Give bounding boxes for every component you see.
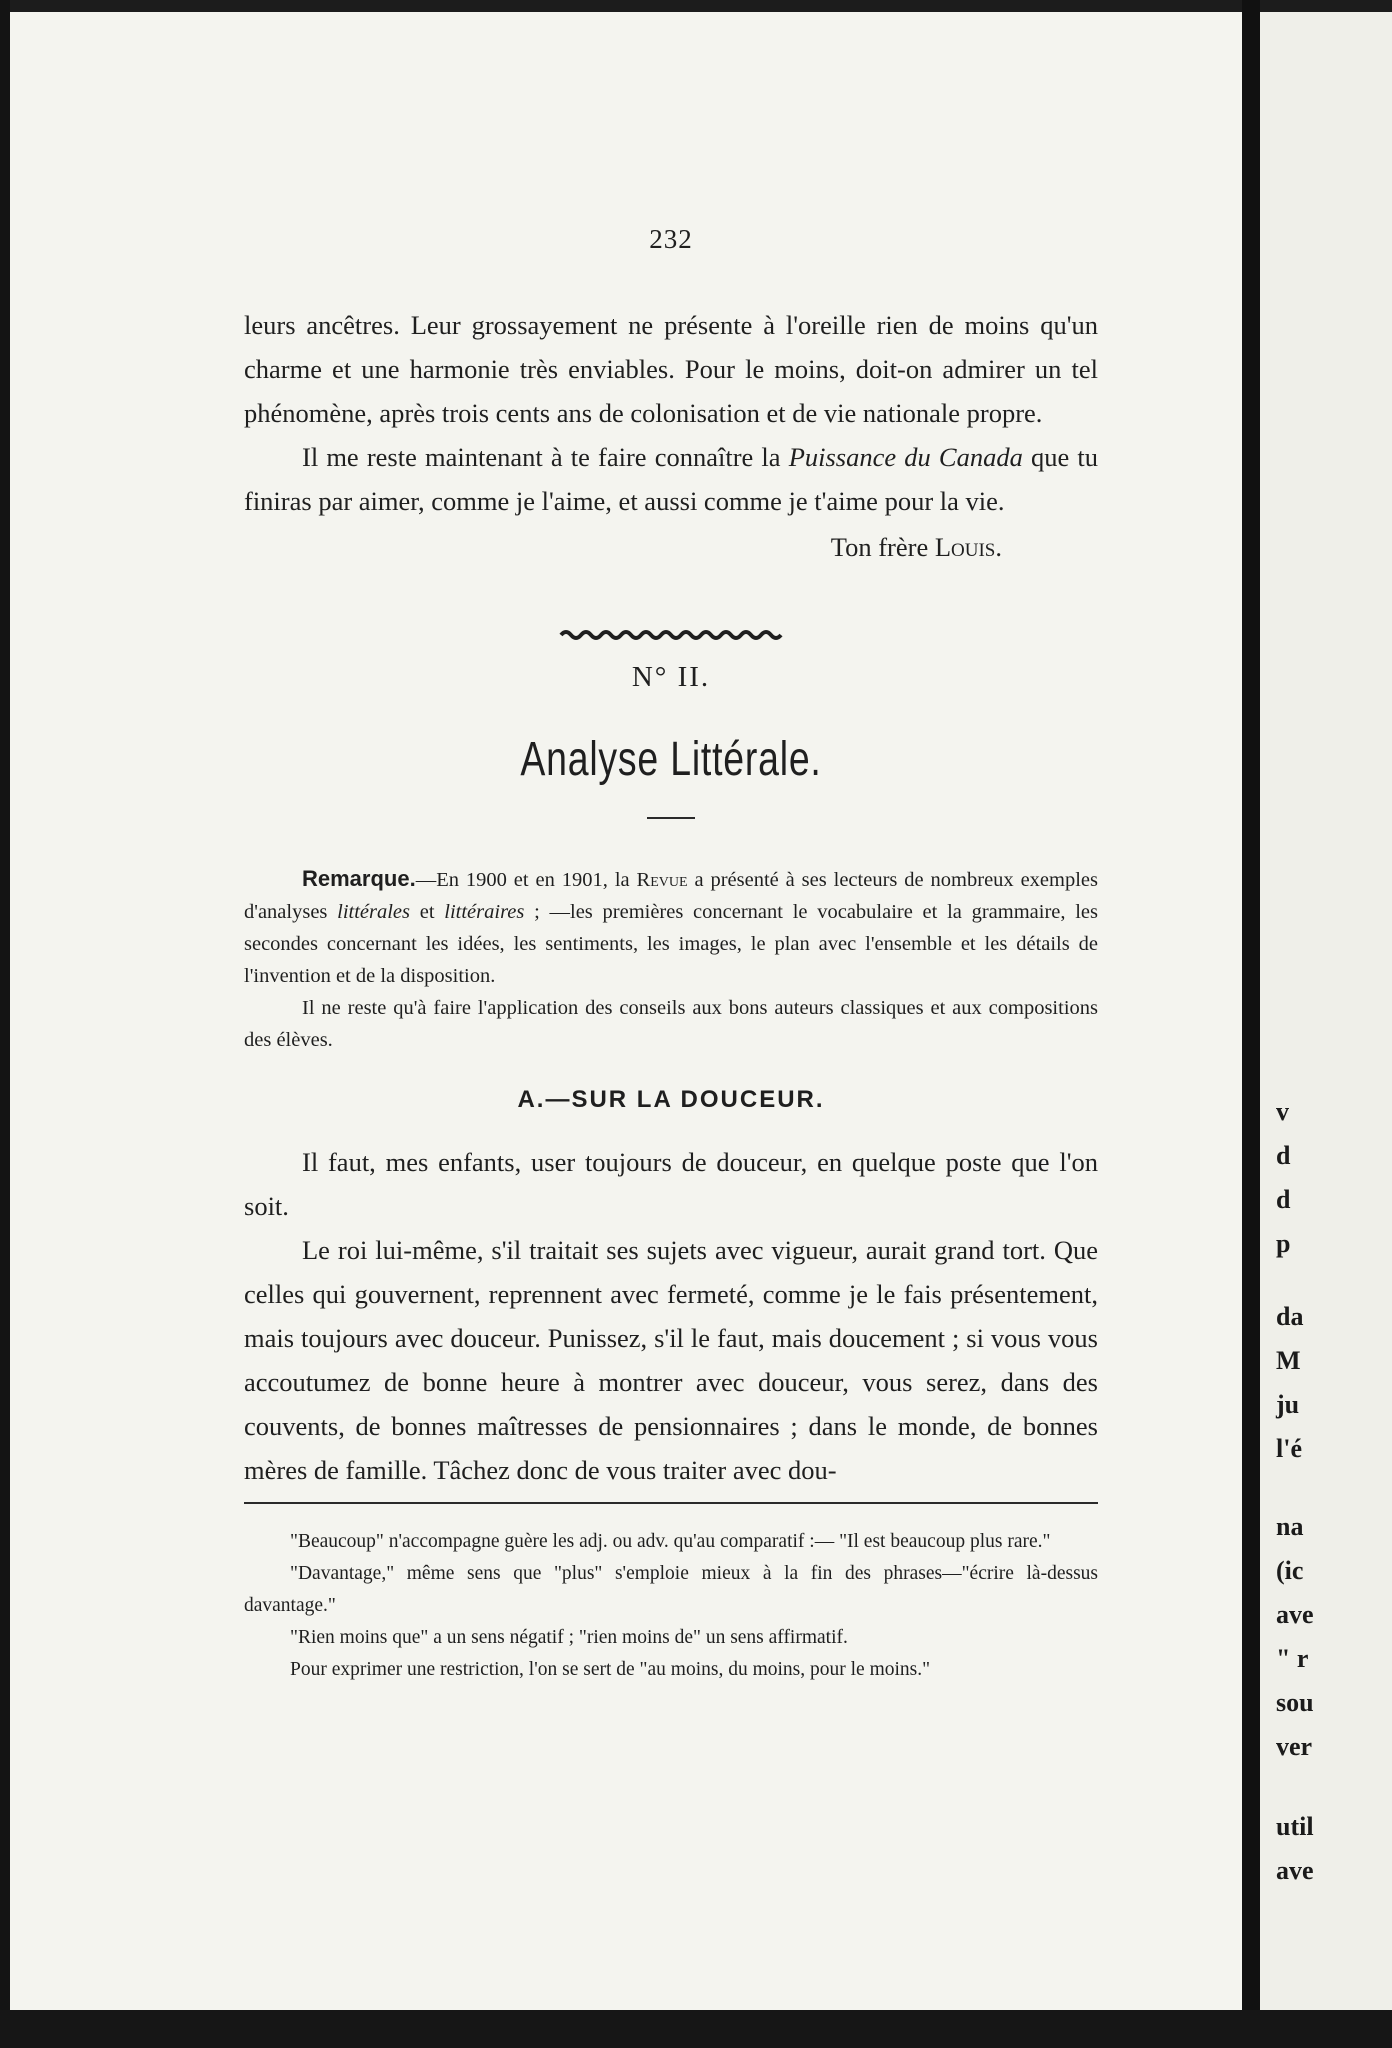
paragraph-douceur-1: Il faut, mes enfants, user toujours de douceur, en quelque poste que l'on soit. [244, 1147, 1098, 1221]
subheading-douceur: A.—SUR LA DOUCEUR. [517, 1086, 825, 1113]
section-title: Analyse Littérale. [520, 733, 822, 786]
section-number: N° II. [631, 661, 711, 693]
facing-fragment: na [1276, 1512, 1304, 1541]
facing-fragment: d [1276, 1185, 1291, 1214]
paragraph-douceur-2: Le roi lui-même, s'il traitait ses sujets avec vigueur, aurait grand tort. Que celles qui gouvernent, reprennent avec fermeté, comme je le fais présentement, mais toujours avec douceur. Punissez, s'il le faut, mais doucement ; si vous vous accoutumez de bonne heure à montrer avec douceur, vous serez, dans des couvents, de bonnes maîtresses de pensionnaires ; dans le monde, de bonnes mères de famille. Tâchez donc de vous traiter avec dou- [244, 1235, 1098, 1485]
book-page [10, 12, 1242, 2012]
footnote-davantage: "Davantage," même sens que "plus" s'emploie mieux à la fin des phrases—"écrire là-dessus davantage." [244, 1563, 1098, 1616]
scan-left-edge [0, 0, 10, 2048]
remark-block [244, 863, 1098, 1056]
paragraph-puissance: Il me reste maintenant à te faire connaître la Puissance du Canada que tu finiras par aimer, comme je l'aime, et aussi comme je t'aime pour la vie. [244, 442, 1098, 516]
footnote-beaucoup: "Beaucoup" n'accompagne guère les adj. ou adv. qu'au comparatif :— "Il est beaucoup plus rare." [290, 1531, 1051, 1552]
book-gutter [1242, 0, 1260, 2048]
remark-label: Remarque. [302, 866, 416, 891]
douceur-text [244, 1140, 1098, 1492]
facing-fragment: v [1276, 1097, 1289, 1126]
scan-bottom-band [0, 2010, 1392, 2048]
footnote-restriction: Pour exprimer une restriction, l'on se sert de "au moins, du moins, pour le moins." [290, 1659, 931, 1680]
facing-fragment: (ic [1276, 1556, 1304, 1585]
remark-paragraph: Remarque.—En 1900 et en 1901, la Revue a présenté à ses lecteurs de nombreux exemples d'analyses littérales et littéraires ; —les premières concernant le vocabulaire et la grammaire, les secondes concernant les idées, les sentiments, les images, le plan avec l'ensemble et les détails de l'invention et de la disposition. [244, 866, 1098, 987]
facing-fragment: sou [1276, 1688, 1314, 1717]
italic-puissance: Puissance du Canada [788, 442, 1023, 472]
remark-paragraph-2: Il ne reste qu'à faire l'application des conseils aux bons auteurs classiques et aux compositions des élèves. [244, 997, 1098, 1051]
footnote-rule [244, 1502, 1098, 1504]
facing-fragment: ave [1276, 1600, 1314, 1629]
facing-fragment: " r [1276, 1644, 1309, 1673]
footnote-rien-moins: "Rien moins que" a un sens négatif ; "rien moins de" un sens affirmatif. [290, 1627, 848, 1648]
facing-page [1260, 12, 1392, 2012]
paragraph-ancestors: leurs ancêtres. Leur grossayement ne présente à l'oreille rien de moins qu'un charme et une harmonie très enviables. Pour le moins, doit-on admirer un tel phénomène, après trois cents ans de colonisation et de vie nationale propre. [244, 310, 1098, 428]
facing-fragment: d [1276, 1141, 1291, 1170]
page-number: 232 [649, 224, 693, 254]
signature: Ton frère Louis. [830, 532, 1002, 562]
wavy-ornament-divider [559, 627, 783, 641]
facing-fragment: da [1276, 1302, 1304, 1331]
facing-fragment: p [1276, 1229, 1291, 1258]
page-content [244, 224, 1098, 1686]
facing-fragment: ave [1276, 1856, 1314, 1885]
letter-ending [244, 303, 1098, 569]
facing-fragment: M [1276, 1346, 1301, 1375]
signature-name: Louis. [934, 532, 1002, 562]
facing-fragment: ver [1276, 1732, 1313, 1761]
facing-fragment: l'é [1276, 1434, 1302, 1463]
revue-word: Revue [636, 869, 688, 891]
title-rule [647, 817, 695, 819]
footnotes [244, 1526, 1098, 1686]
facing-fragment: util [1276, 1812, 1314, 1841]
facing-fragment: ju [1276, 1390, 1300, 1419]
